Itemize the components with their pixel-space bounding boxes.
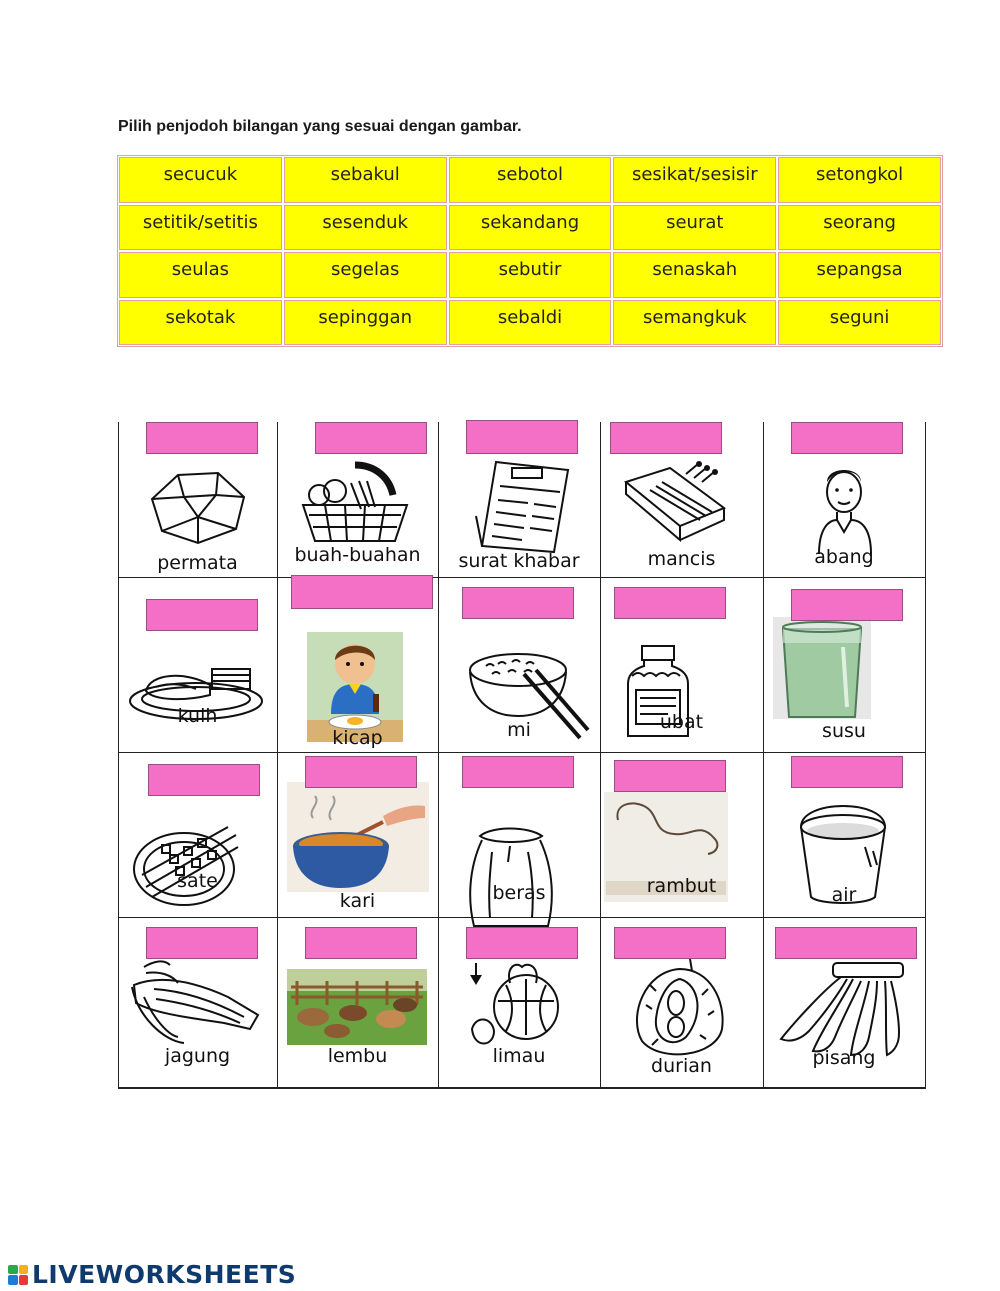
picture-cell xyxy=(600,422,763,577)
word-bank-option[interactable]: setongkol xyxy=(778,157,941,203)
word-bank-option[interactable]: seorang xyxy=(778,205,941,251)
picture-cell xyxy=(277,422,438,577)
grid-line xyxy=(118,1087,926,1089)
answer-drop-slot[interactable] xyxy=(291,575,433,609)
picture-label: air xyxy=(831,884,857,906)
picture-label: rambut xyxy=(646,875,717,897)
picture-label: buah-buahan xyxy=(294,544,421,566)
picture-label: abang xyxy=(814,546,874,568)
answer-drop-slot[interactable] xyxy=(791,756,903,788)
word-bank-option[interactable]: semangkuk xyxy=(613,300,776,346)
fruit-basket-icon xyxy=(295,457,415,552)
picture-label: kari xyxy=(339,890,376,912)
milk-glass-icon xyxy=(773,617,871,724)
newspaper-icon xyxy=(468,456,578,561)
picture-cell xyxy=(600,577,763,752)
word-bank-option[interactable]: sesenduk xyxy=(284,205,447,251)
picture-label: durian xyxy=(651,1055,712,1077)
answer-drop-slot[interactable] xyxy=(610,422,722,454)
word-bank-option[interactable]: secucuk xyxy=(119,157,282,203)
picture-grid xyxy=(118,422,926,1089)
picture-cell xyxy=(763,752,925,917)
gem-icon xyxy=(148,467,248,552)
corn-icon xyxy=(124,957,264,1052)
logo-text: LIVEWORKSHEETS xyxy=(32,1260,297,1289)
answer-drop-slot[interactable] xyxy=(791,422,903,454)
word-bank-option[interactable]: sepangsa xyxy=(778,252,941,298)
answer-drop-slot[interactable] xyxy=(614,927,726,959)
answer-drop-slot[interactable] xyxy=(462,756,574,788)
word-bank-option[interactable]: sebakul xyxy=(284,157,447,203)
word-bank-option[interactable]: sebotol xyxy=(449,157,612,203)
word-bank-option[interactable]: setitik/setitis xyxy=(119,205,282,251)
word-bank-option[interactable]: seurat xyxy=(613,205,776,251)
logo-mark-icon xyxy=(8,1265,28,1285)
picture-label: limau xyxy=(492,1045,546,1067)
curry-pot-icon xyxy=(287,782,429,897)
picture-label: mi xyxy=(507,719,531,741)
answer-drop-slot[interactable] xyxy=(462,587,574,619)
satay-plate-icon xyxy=(132,817,242,912)
picture-label: mancis xyxy=(647,548,716,570)
picture-label: susu xyxy=(822,720,866,742)
answer-drop-slot[interactable] xyxy=(614,587,726,619)
picture-cell xyxy=(763,917,925,1087)
word-bank-option[interactable]: sekotak xyxy=(119,300,282,346)
answer-drop-slot[interactable] xyxy=(315,422,427,454)
word-bank-table xyxy=(117,155,943,347)
answer-drop-slot[interactable] xyxy=(466,927,578,959)
picture-cell xyxy=(277,752,438,917)
answer-drop-slot[interactable] xyxy=(148,764,260,796)
picture-cell xyxy=(118,577,277,752)
instruction-text: Pilih penjodoh bilangan yang sesuai dengan gambar. xyxy=(118,118,522,135)
answer-drop-slot[interactable] xyxy=(146,422,258,454)
picture-cell xyxy=(277,917,438,1087)
word-bank-option[interactable]: sekandang xyxy=(449,205,612,251)
cows-pen-icon xyxy=(287,969,427,1050)
picture-cell xyxy=(600,752,763,917)
answer-drop-slot[interactable] xyxy=(305,756,417,788)
picture-label: jagung xyxy=(164,1045,231,1067)
picture-cell xyxy=(438,422,600,577)
answer-drop-slot[interactable] xyxy=(775,927,917,959)
word-bank-option[interactable]: segelas xyxy=(284,252,447,298)
picture-label: kuih xyxy=(177,705,218,727)
word-bank-option[interactable]: sebutir xyxy=(449,252,612,298)
picture-cell xyxy=(763,422,925,577)
picture-label: pisang xyxy=(812,1047,876,1069)
answer-drop-slot[interactable] xyxy=(466,420,578,454)
answer-drop-slot[interactable] xyxy=(614,760,726,792)
picture-cell xyxy=(438,577,600,752)
answer-drop-slot[interactable] xyxy=(146,599,258,631)
word-bank-option[interactable]: sesikat/sesisir xyxy=(613,157,776,203)
picture-label: beras xyxy=(492,882,546,904)
picture-label: surat khabar xyxy=(458,550,580,572)
word-bank-option[interactable]: sebaldi xyxy=(449,300,612,346)
word-bank-option[interactable]: sepinggan xyxy=(284,300,447,346)
picture-cell xyxy=(763,577,925,752)
word-bank-option[interactable]: seguni xyxy=(778,300,941,346)
word-bank-option[interactable]: seulas xyxy=(119,252,282,298)
picture-label: kicap xyxy=(332,727,383,749)
picture-label: lembu xyxy=(327,1045,388,1067)
picture-cell xyxy=(438,752,600,917)
grid-line xyxy=(925,422,926,1089)
picture-label: permata xyxy=(157,552,238,574)
picture-cell xyxy=(118,917,277,1087)
liveworksheets-logo xyxy=(8,1260,296,1289)
picture-cell xyxy=(600,917,763,1087)
answer-drop-slot[interactable] xyxy=(305,927,417,959)
picture-cell xyxy=(438,917,600,1087)
picture-label: sate xyxy=(177,870,218,892)
answer-drop-slot[interactable] xyxy=(791,589,903,621)
picture-cell xyxy=(118,752,277,917)
picture-label: ubat xyxy=(659,711,704,733)
picture-cell xyxy=(118,422,277,577)
word-bank-option[interactable]: senaskah xyxy=(613,252,776,298)
answer-drop-slot[interactable] xyxy=(146,927,258,959)
durian-icon xyxy=(630,955,730,1070)
picture-cell xyxy=(277,577,438,752)
